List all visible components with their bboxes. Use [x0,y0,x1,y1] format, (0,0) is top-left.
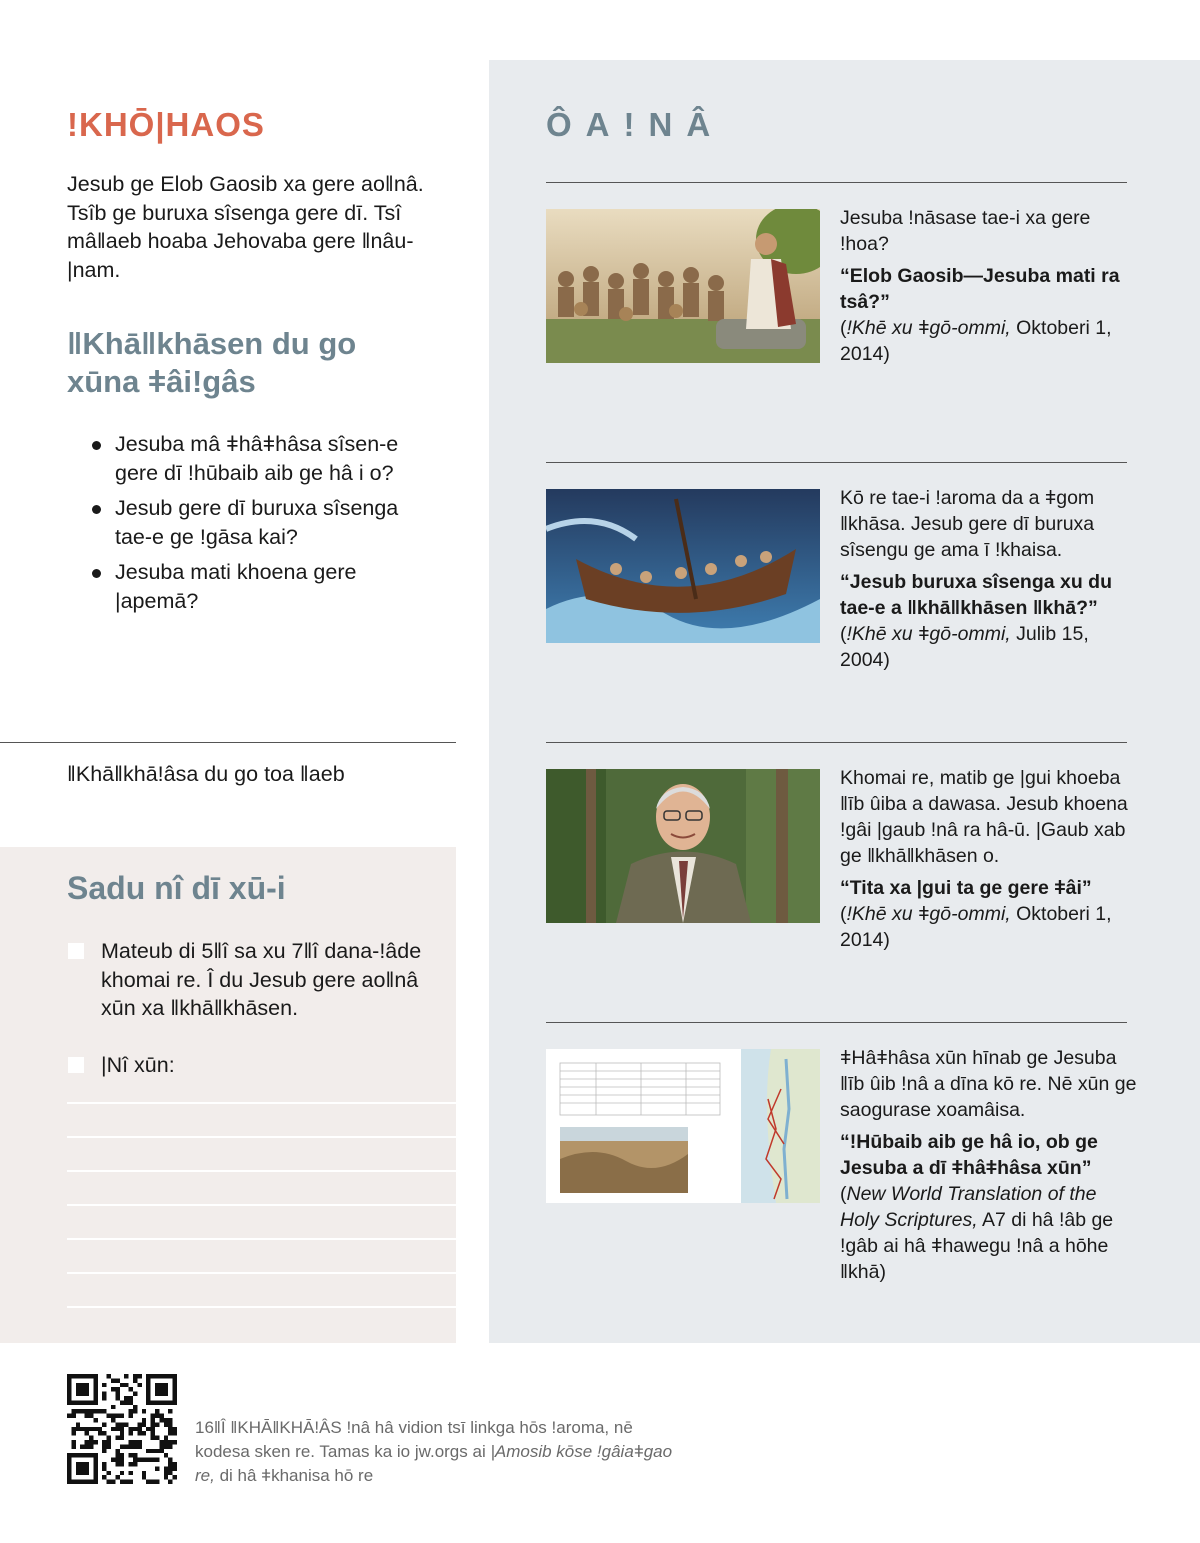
explore-item-text [840,205,1140,367]
explore-divider [546,742,1127,743]
explore-item-text [840,485,1140,673]
explore-question: ǂHâǂhâsa xūn hīnab ge Jesuba ‖īb ûib !nâ a dīna kō re. Nē xūn ge saogurase xoamâisa. [840,1047,1137,1121]
review-questions [90,430,430,622]
try-this-title: Sadu nî dī xū-i [67,870,286,906]
writing-line[interactable] [67,1102,456,1104]
map-and-timeline-image[interactable] [546,1049,820,1203]
question-text: Jesuba mati khoena gere |apemā? [115,560,357,613]
section-divider [0,742,456,743]
reference-source: (!Khē xu ǂgō-ommi, Oktoberi 1, 2014) [840,903,1112,951]
publication-name: !Khē xu ǂgō-ommi, [846,623,1011,645]
reference-source: (New World Translation of the Holy Scriptures, A7 di hâ !âb ge !gâb ai hâ ǂhawegu !nâ a hōhe ‖khā) [840,1183,1114,1283]
review-heading: ‖Khā‖khāsen du go xūna ǂâi!gâs [67,326,357,399]
checkbox-icon[interactable] [68,943,84,959]
boat-in-storm-image[interactable] [546,489,820,643]
bullet-icon [92,505,101,514]
explore-question: Khomai re, matib ge |gui khoeba ‖īb ûiba a dawasa. Jesub khoena !gâi |gaub !nâ ra hâ-ū. |Gaub xab ge ‖khā‖khāsen o. [840,767,1128,867]
publication-date: Julib 15, 2004) [840,623,1089,671]
footer-text [195,1416,675,1488]
explore-title: ÔA!NÂ [546,106,725,143]
elderly-man-portrait-image[interactable] [546,769,820,923]
reference-title[interactable]: “Tita xa |gui ta ge gere ǂâi” [840,877,1092,899]
footer-text-end: di hâ ǂkhanisa hō re [214,1466,374,1485]
explore-item-text [840,765,1140,953]
publication-name: !Khē xu ǂgō-ommi, [846,317,1011,339]
publication-name: New World Translation of the Holy Scriptures, [840,1183,1097,1231]
reference-source: (!Khē xu ǂgō-ommi, Julib 15, 2004) [840,623,1089,671]
footer-text-link[interactable]: |Amosib kōse !gâiaǂgao re, [195,1442,673,1485]
question-text: Jesuba mâ ǂhâǂhâsa sîsen-e gere dī !hūbaib aib ge hâ i o? [115,432,399,485]
explore-item-text [840,1045,1140,1285]
writing-line[interactable] [67,1204,456,1206]
checkbox-icon[interactable] [68,1057,84,1073]
explore-divider [546,1022,1127,1023]
task-item[interactable] [67,1051,437,1080]
reference-title[interactable]: “!Hūbaib aib ge hâ io, ob ge Jesuba a dī ǂhâǂhâsa xūn” [840,1131,1098,1179]
summary-text: Jesub ge Elob Gaosib xa gere ao‖nâ. Tsîb ge buruxa sîsenga gere dī. Tsî mâ‖aeb hoaba Jehovaba gere ‖nâu-|nam. [67,172,424,282]
footer-text-main: 16‖Î ‖KHĀ‖KHĀ!ÂS !nâ hâ vidion tsī linkga hōs !aroma, nē kodesa sken re. Tamas ka io jw.orgs ai [195,1418,633,1461]
qr-code-icon[interactable] [67,1374,177,1484]
task-item[interactable] [67,937,437,1023]
publication-date: Oktoberi 1, 2014) [840,903,1112,951]
task-text: Mateub di 5‖î sa xu 7‖î dana-!âde khomai re. Î du Jesub gere ao‖nâ xūn xa ‖khā‖khāsen. [101,939,422,1020]
explore-divider [546,182,1127,183]
explore-question: Kō re tae-i !aroma da a ǂgom ‖khāsa. Jesub gere dī buruxa sîsengu ge ama ī !khaisa. [840,487,1095,561]
summary-title: !KHŌ|HAOS [67,106,265,143]
writing-line[interactable] [67,1170,456,1172]
bullet-icon [92,441,101,450]
writing-line[interactable] [67,1136,456,1138]
review-question [90,430,430,487]
bullet-icon [92,569,101,578]
jesus-teaching-crowd-image[interactable] [546,209,820,363]
explore-question: Jesuba !nāsase tae-i xa gere !hoa? [840,207,1091,255]
review-question [90,494,430,551]
review-question [90,558,430,615]
reference-source: (!Khē xu ǂgō-ommi, Oktoberi 1, 2014) [840,317,1112,365]
question-text: Jesub gere dī buruxa sîsenga tae-e ge !gāsa kai? [115,496,399,549]
writing-line[interactable] [67,1238,456,1240]
task-text: |Nî xūn: [101,1053,175,1077]
writing-line[interactable] [67,1272,456,1274]
reference-title[interactable]: “Elob Gaosib—Jesuba mati ra tsâ?” [840,265,1120,313]
publication-date: Oktoberi 1, 2014) [840,317,1112,365]
goal-label: ‖Khā‖khā!âsa du go toa ‖aeb [67,762,345,786]
explore-divider [546,462,1127,463]
reference-title[interactable]: “Jesub buruxa sîsenga xu du tae-e a ‖khā‖khāsen ‖khā?” [840,571,1112,619]
publication-name: !Khē xu ǂgō-ommi, [846,903,1011,925]
try-this-box [0,847,456,1343]
writing-line[interactable] [67,1306,456,1308]
publication-date: A7 di hâ !âb ge !gâb ai hâ ǂhawegu !nâ a hōhe ‖khā) [840,1209,1114,1283]
